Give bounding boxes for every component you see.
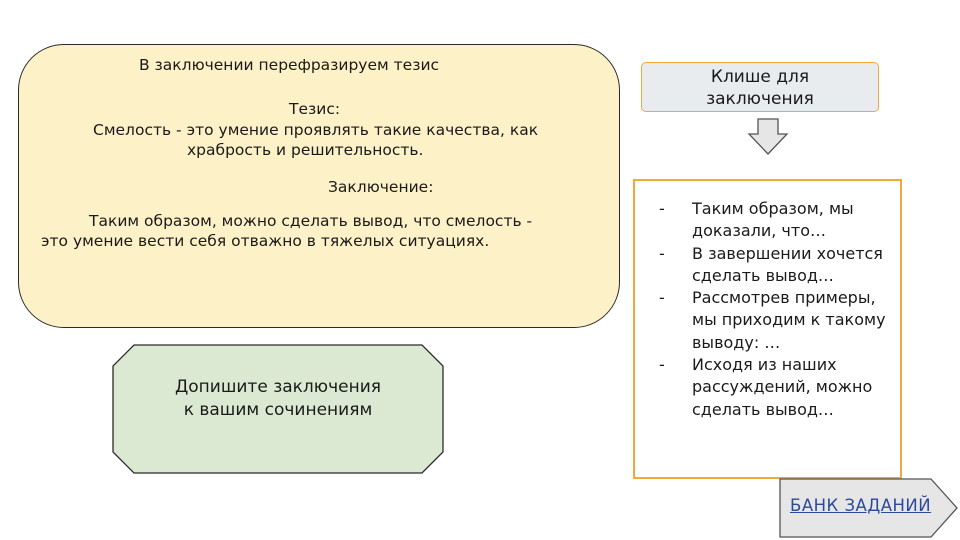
- cliche-phrases-box: [633, 179, 902, 479]
- cliche-title-line2: заключения: [706, 89, 814, 109]
- thesis-example-box: [18, 44, 620, 328]
- list-item-text: В завершении хочется сделать вывод…: [692, 243, 883, 285]
- list-item-text: Исходя из наших рассуждений, можно сделать вывод…: [692, 355, 873, 419]
- cliche-title-line1: Клише для: [710, 67, 810, 87]
- box-heading: В заключении перефразируем тезис: [139, 56, 440, 74]
- list-dash: -: [659, 243, 665, 263]
- list-item-text: Таким образом, мы доказали, что…: [692, 199, 854, 241]
- list-dash: -: [659, 355, 665, 375]
- list-item: [635, 198, 892, 243]
- list-item-text: Рассмотрев примеры, мы приходим к такому выводу: …: [692, 288, 886, 352]
- arrow-down-icon: [747, 118, 789, 156]
- cliche-phrases-list: [635, 198, 892, 421]
- list-item: [635, 243, 892, 288]
- task-text-line1: Допишите заключения: [174, 377, 381, 397]
- thesis-text-line1: Смелость - это умение проявлять такие качества, как: [93, 121, 539, 139]
- task-text: [112, 376, 444, 422]
- thesis-label: Тезис:: [289, 100, 341, 118]
- task-text-line2: к вашим сочинениям: [183, 400, 373, 420]
- conclusion-text-line2: это умение вести себя отважно в тяжелых ситуациях.: [41, 232, 490, 250]
- bank-tasks-link[interactable]: БАНК ЗАДАНИЙ: [790, 496, 932, 515]
- thesis-text-line2: храбрость и решительность.: [187, 141, 424, 159]
- cliche-title-box: [641, 62, 879, 112]
- conclusion-label: Заключение:: [328, 178, 434, 196]
- list-item: [635, 287, 892, 354]
- list-dash: -: [659, 288, 665, 308]
- list-dash: -: [659, 199, 665, 218]
- conclusion-text-line1: Таким образом, можно сделать вывод, что смелость -: [89, 212, 533, 230]
- list-item: [635, 354, 892, 421]
